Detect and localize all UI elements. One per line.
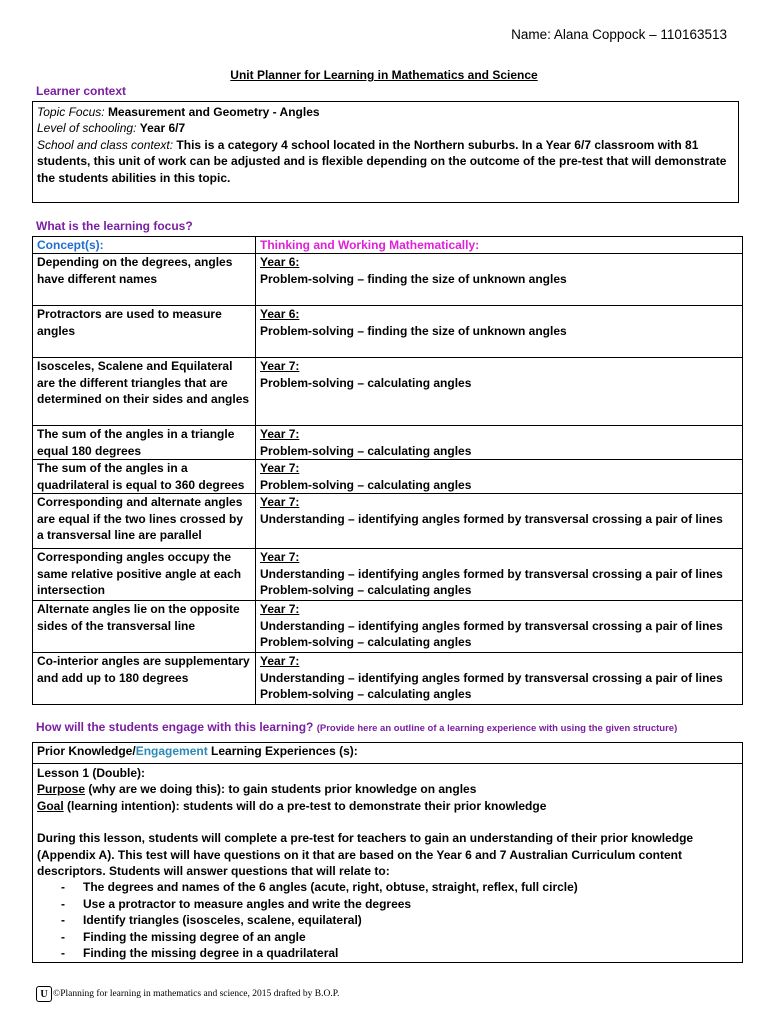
topic-focus: [37, 104, 734, 120]
thinking-line: Understanding – identifying angles formed by transversal crossing a pair of lines: [260, 566, 723, 581]
year-label: Year 7:: [260, 550, 300, 565]
list-item: - Use a protractor to measure angles and write the degrees: [37, 896, 738, 912]
thinking-line: Understanding – identifying angles formed by transversal crossing a pair of lines: [260, 670, 723, 685]
table-row: [33, 358, 743, 426]
engagement-heading-line: [36, 720, 677, 734]
thinking-cell: [256, 254, 743, 306]
thinking-line: Problem-solving – calculating angles: [260, 375, 472, 390]
year-label: Year 7:: [260, 427, 300, 442]
purpose-text: (why are we doing this): to gain students prior knowledge on angles: [85, 782, 477, 797]
list-item: - The degrees and names of the 6 angles (acute, right, obtuse, straight, reflex, full circle): [37, 879, 738, 895]
table-row: [33, 426, 743, 460]
document-title: Unit Planner for Learning in Mathematics and Science: [230, 68, 538, 82]
table-header-row: [33, 237, 743, 254]
thinking-cell: [256, 460, 743, 494]
lesson-1-box: [32, 763, 743, 963]
year-label: Year 6:: [260, 255, 300, 270]
thinking-column-header: Thinking and Working Mathematically:: [256, 237, 743, 254]
table-row: [33, 494, 743, 549]
list-item: - Finding the missing degree in a quadrilateral: [37, 945, 738, 961]
engagement-note: (Provide here an outline of a learning experience with using the given structure): [316, 723, 678, 734]
level-value: Year 6/7: [139, 121, 186, 136]
level-of-schooling: [37, 120, 734, 136]
concept-cell: Co-interior angles are supplementary and add up to 180 degrees: [33, 653, 256, 705]
concept-cell: The sum of the angles in a quadrilateral is equal to 360 degrees: [33, 460, 256, 494]
school-context: [37, 137, 734, 186]
thinking-line: Problem-solving – calculating angles: [260, 477, 472, 492]
learner-context-heading: Learner context: [36, 84, 127, 98]
concept-cell: Depending on the degrees, angles have different names: [33, 254, 256, 306]
lesson-bullet-list: [37, 879, 738, 961]
table-row: [33, 601, 743, 653]
university-logo-icon: U: [36, 986, 52, 1002]
learner-context-box: [32, 101, 739, 203]
thinking-line: Problem-solving – calculating angles: [260, 635, 472, 650]
goal-text: (learning intention): students will do a pre-test to demonstrate their prior knowledge: [63, 798, 547, 813]
purpose-label: Purpose: [37, 782, 86, 797]
table-row: [33, 549, 743, 601]
concept-cell: Isosceles, Scalene and Equilateral are the different triangles that are determined on their sides and angles: [33, 358, 256, 426]
table-row: [33, 460, 743, 494]
thinking-line: Problem-solving – finding the size of unknown angles: [260, 323, 567, 338]
concepts-column-header: Concept(s):: [33, 237, 256, 254]
thinking-line: Problem-solving – calculating angles: [260, 443, 472, 458]
learning-focus-heading: What is the learning focus?: [36, 219, 193, 233]
year-label: Year 7:: [260, 654, 300, 669]
footer: [36, 986, 339, 1002]
thinking-line: Problem-solving – calculating angles: [260, 687, 472, 702]
year-label: Year 6:: [260, 307, 300, 322]
concept-cell: Corresponding and alternate angles are equal if the two lines crossed by a transversal line are parallel: [33, 494, 256, 549]
thinking-cell: [256, 653, 743, 705]
table-row: [33, 254, 743, 306]
table-row: [33, 306, 743, 358]
year-label: Year 7:: [260, 461, 300, 476]
topic-value: Measurement and Geometry - Angles: [107, 105, 320, 119]
thinking-cell: [256, 358, 743, 426]
list-item: - Finding the missing degree of an angle: [37, 929, 738, 945]
thinking-cell: [256, 426, 743, 460]
school-label: School and class context:: [37, 137, 174, 152]
thinking-cell: [256, 306, 743, 358]
thinking-cell: [256, 549, 743, 601]
thinking-line: Problem-solving – calculating angles: [260, 583, 472, 598]
goal-line: [37, 798, 738, 814]
concept-cell: Corresponding angles occupy the same relative positive angle at each intersection: [33, 549, 256, 601]
school-value: This is a category 4 school located in the Northern suburbs. In a Year 6/7 classroom with 81 students, this unit of work can be adjusted and is flexible depending on the outcome of the pre-test that will demonstrate the students abilities in this topic.: [37, 137, 727, 185]
year-label: Year 7:: [260, 495, 300, 510]
footer-copyright: ©Planning for learning in mathematics and science, 2015 drafted by B.O.P.: [53, 989, 340, 999]
topic-label: Topic Focus:: [37, 105, 105, 119]
thinking-cell: [256, 494, 743, 549]
concept-cell: The sum of the angles in a triangle equal 180 degrees: [33, 426, 256, 460]
learning-focus-table: [32, 236, 743, 705]
prior-knowledge-header: [32, 742, 743, 764]
concept-cell: Protractors are used to measure angles: [33, 306, 256, 358]
thinking-cell: [256, 601, 743, 653]
pk-prefix: Prior Knowledge/: [37, 744, 136, 758]
pk-suffix: Learning Experiences (s):: [207, 744, 358, 758]
purpose-line: [37, 781, 738, 797]
thinking-line: Understanding – identifying angles formed by transversal crossing a pair of lines: [260, 618, 723, 633]
goal-label: Goal: [37, 798, 64, 813]
author-name-line: Name: Alana Coppock – 110163513: [511, 27, 727, 42]
year-label: Year 7:: [260, 602, 300, 617]
thinking-line: Understanding – identifying angles formed by transversal crossing a pair of lines: [260, 511, 723, 526]
list-item: - Identify triangles (isosceles, scalene, equilateral): [37, 912, 738, 928]
pk-engagement: Engagement: [135, 744, 208, 758]
lesson-title: Lesson 1 (Double):: [37, 766, 146, 780]
table-row: [33, 653, 743, 705]
thinking-line: Problem-solving – finding the size of unknown angles: [260, 271, 567, 286]
level-label: Level of schooling:: [37, 121, 137, 136]
engagement-heading: How will the students engage with this learning?: [36, 720, 314, 734]
lesson-paragraph: During this lesson, students will complete a pre-test for teachers to gain an understanding of their prior knowledge (Appendix A). This test will have questions on it that are based on the Year 6 and 7 Australian Curriculum content descriptors. Students will answer questions that will relate to:: [37, 831, 694, 879]
concept-cell: Alternate angles lie on the opposite sides of the transversal line: [33, 601, 256, 653]
year-label: Year 7:: [260, 359, 300, 374]
